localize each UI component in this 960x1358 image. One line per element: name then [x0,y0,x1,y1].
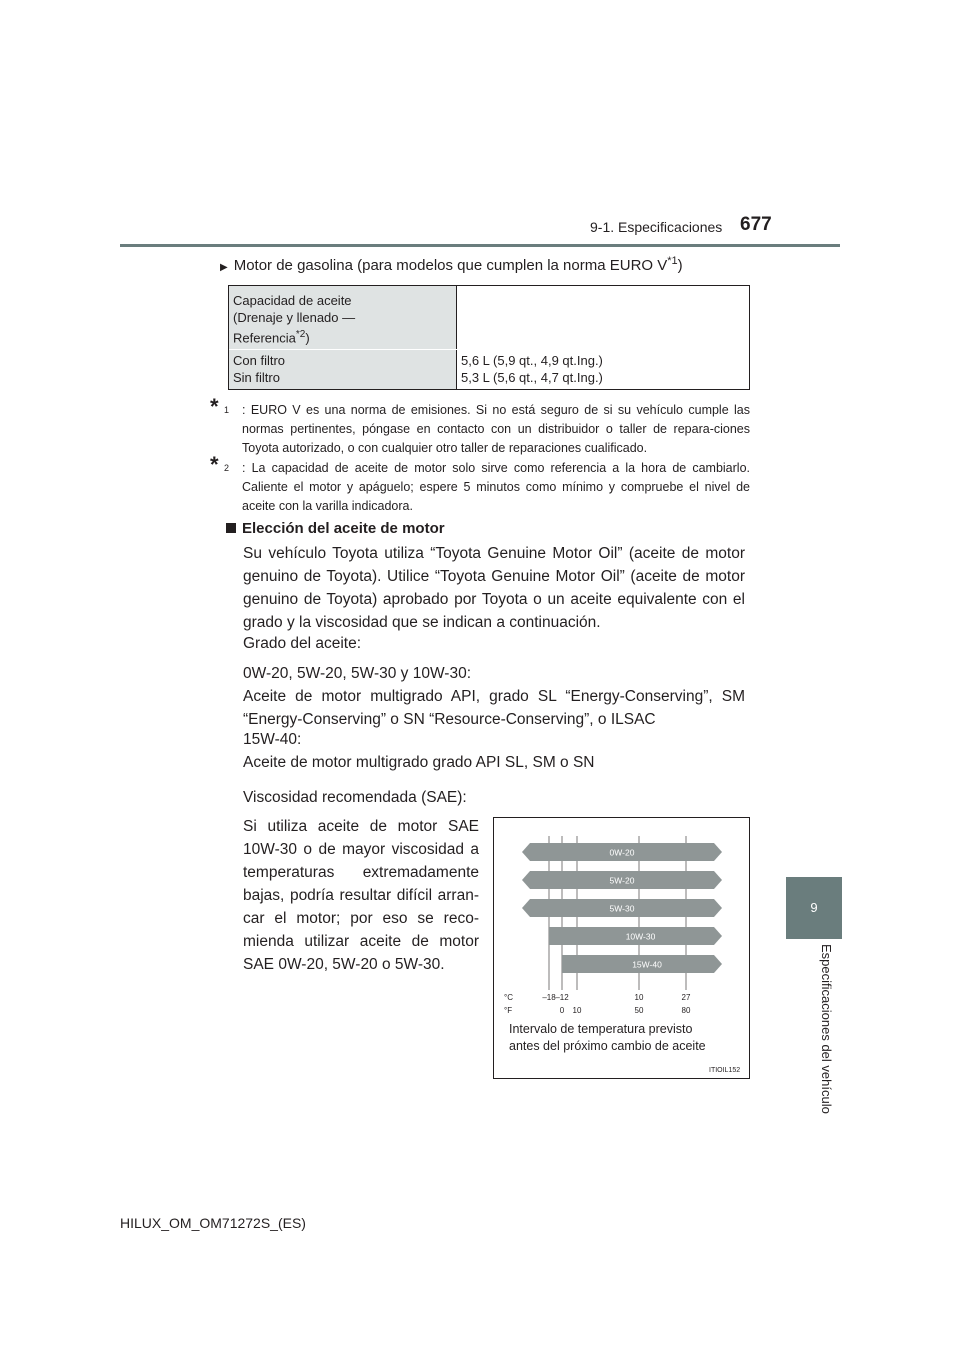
viscosity-chart [494,818,749,1078]
grade-label: Grado del aceite: [243,635,362,652]
page-number: 677 [740,214,772,235]
fahrenheit-tick: 0 [559,1006,565,1015]
celsius-tick: 10 [634,993,644,1002]
viscosity-label: Viscosidad recomendada (SAE): [243,789,467,806]
viscosity-bar-label: 15W-40 [632,959,662,970]
grade-2: 15W-40: Aceite de motor multigrado grado API SL, SM o SN [243,731,595,771]
fahrenheit-tick: 10 [572,1006,582,1015]
viscosity-paragraph: Si utiliza aceite de motor SAE 10W-30 o de mayor viscosidad a temperaturas extremadamente bajas, podría resultar difícil arran-car el motor; por eso se reco-mienda utilizar aceite de motor SAE 0W-20, 5W-20 o 5W-30. [243,818,479,973]
footnote-1: * $^1$ : EURO V es una norma de emisiones. Si no está seguro de si su vehículo cumple las normas pertinentes, póngase en contacto con un distribuidor o taller de repara-ciones Toyota autorizado, o con cualquier otro taller de reparaciones cualificado. [210,394,750,455]
fahrenheit-tick: 80 [681,1006,691,1015]
chapter-label: Especificaciones del vehículo [819,944,834,1114]
fahrenheit-unit: °F [504,1006,513,1015]
viscosity-bar-label: 10W-30 [625,931,656,942]
footnote-2: * $^2$ : La capacidad de aceite de motor solo sirve como referencia a la hora de cambiarlo. Caliente el motor y apáguelo; espere 5 minutos como mínimo y compruebe el nivel de aceite con la varilla indicadora. [210,452,750,513]
viscosity-bar-label: 5W-30 [609,903,635,914]
celsius-tick: –12 [555,993,569,1002]
table-row-values: 5,6 L (5,9 qt., 4,9 qt.Ing.) 5,3 L (5,6 qt., 4,7 qt.Ing.) [461,353,603,385]
viscosity-bar-label: 0W-20 [609,847,635,858]
fahrenheit-tick: 50 [634,1006,644,1015]
chapter-tab: 9 [786,877,842,937]
figure-caption-line-1: Intervalo de temperatura previsto [509,1022,693,1036]
chapter-tab-line [786,937,842,939]
grade-1: 0W-20, 5W-20, 5W-30 y 10W-30: Aceite de motor multigrado API, grado SL “Energy-Conserving”, SM “Energy-Conserving” o SN “Resource-Conserving”, o ILSAC [243,665,745,728]
celsius-tick: –18 [542,993,556,1002]
header-section-title: 9-1. Especificaciones [590,219,723,235]
viscosity-figure [493,817,750,1079]
triangle-bullet-icon: ▶ [220,262,228,273]
document-code: HILUX_OM_OM71272S_(ES) [120,1215,306,1231]
oil-capacity-table [228,285,750,390]
viscosity-bar-label: 5W-20 [609,875,635,886]
intro-paragraph: Su vehículo Toyota utiliza “Toyota Genuine Motor Oil” (aceite de motor genuino de Toyota). Utilice “Toyota Genuine Motor Oil” (aceite de motor genuino de Toyota) aprobado por Toyota o un aceite equivalente con el grado y la viscosidad que se indican a continuación. [243,545,745,631]
table-row-labels: Con filtro Sin filtro [229,350,457,389]
figure-code: ITIOIL152 [709,1067,741,1074]
square-bullet-icon [226,523,236,533]
celsius-unit: °C [504,993,513,1002]
figure-caption-line-2: antes del próximo cambio de aceite [509,1039,706,1053]
header-rule [120,244,840,247]
section-heading: Elección del aceite de motor [226,520,445,537]
celsius-tick: 27 [681,993,691,1002]
engine-title: ▶ Motor de gasolina (para modelos que cumplen la norma EURO $V^{*1}$) [220,255,683,274]
table-header-cell: Capacidad de aceite (Drenaje y llenado — Referencia$^{*2}$) [229,286,457,349]
